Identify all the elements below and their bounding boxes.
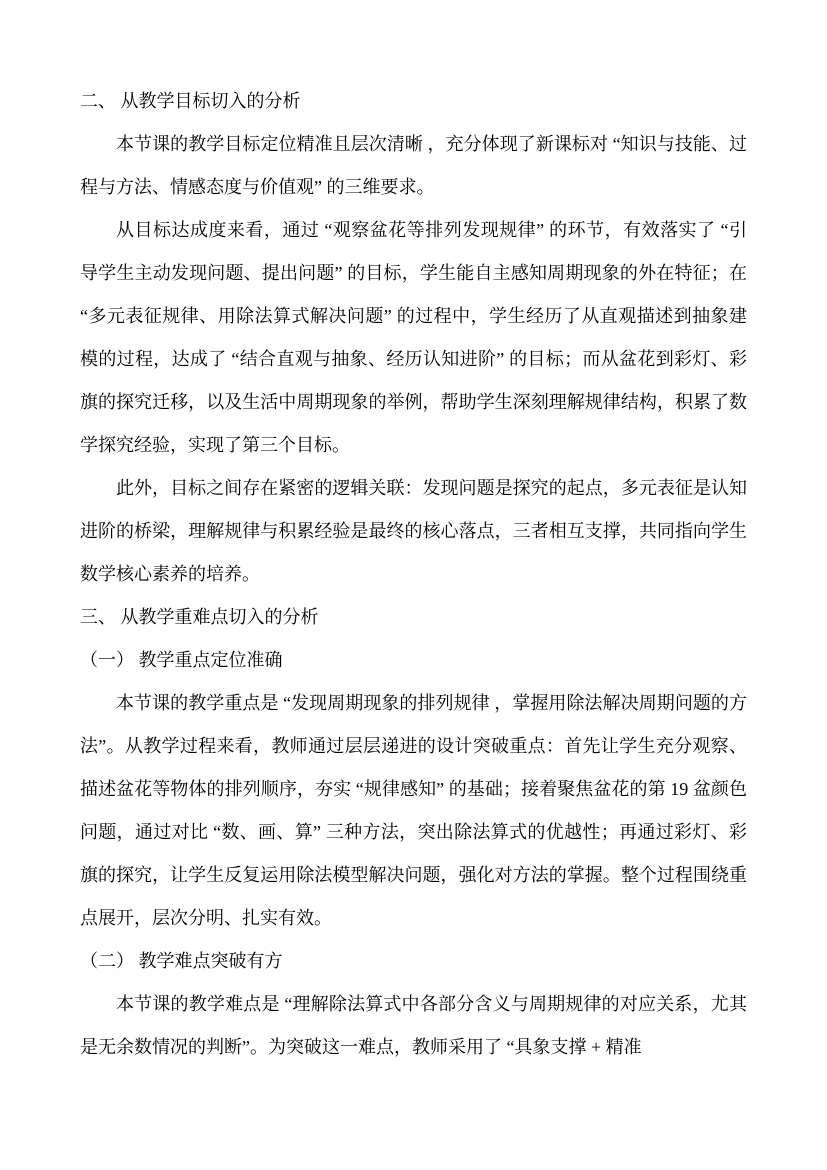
sub-heading-key-point: （一） 教学重点定位准确 bbox=[80, 650, 283, 670]
section-heading-key-difficult-points: 三、 从教学重难点切入的分析 bbox=[80, 607, 319, 627]
paragraph-objectives-achievement: 从目标达成度来看，通过 “观察盆花等排列发现规律” 的环节，有效落实了 “引导学生主动发现问题、提出问题” 的目标，学生能自主感知周期现象的外在特征；在 “多元表征规律、用除法算式解决问题” 的过程中，学生经历了从直观描述到抽象建模的过程，达成了 “结合直观与抽象、经历认知进阶” 的目标；而从盆花到彩灯、彩旗的探究迁移，以及生活中周期现象的举例，帮助学生深刻理解规律结构，积累了数学探究经验，实现了第三个目标。 bbox=[80, 220, 747, 455]
paragraph-objectives-overview: 本节课的教学目标定位精准且层次清晰 ，充分体现了新课标对 “知识与技能、过程与方法、情感态度与价值观” 的三维要求。 bbox=[80, 134, 747, 197]
sub-heading-difficult-point: （二） 教学难点突破有方 bbox=[80, 951, 283, 971]
paragraph-key-point-analysis: 本节课的教学重点是 “发现周期现象的排列规律 ，掌握用除法解决周期问题的方法”。从教学过程来看，教师通过层层递进的设计突破重点：首先让学生充分观察、描述盆花等物体的排列顺序，夯实 “规律感知” 的基础；接着聚焦盆花的第 19 盆颜色问题，通过对比 “数、画、算” 三种方法，突出除法算式的优越性；再通过彩灯、彩旗的探究，让学生反复运用除法模型解决问题，强化对方法的掌握。整个过程围绕重点展开，层次分明、扎实有效。 bbox=[80, 693, 747, 928]
paragraph-objectives-logic: 此外，目标之间存在紧密的逻辑关联：发现问题是探究的起点，多元表征是认知进阶的桥梁，理解规律与积累经验是最终的核心落点，三者相互支撑，共同指向学生数学核心素养的培养。 bbox=[80, 478, 747, 584]
section-heading-teaching-objectives: 二、 从教学目标切入的分析 bbox=[80, 91, 301, 111]
paragraph-difficult-point-analysis: 本节课的教学难点是 “理解除法算式中各部分含义与周期规律的对应关系，尤其是无余数情况的判断”。为突破这一难点，教师采用了 “具象支撑 + 精准 bbox=[80, 994, 747, 1057]
